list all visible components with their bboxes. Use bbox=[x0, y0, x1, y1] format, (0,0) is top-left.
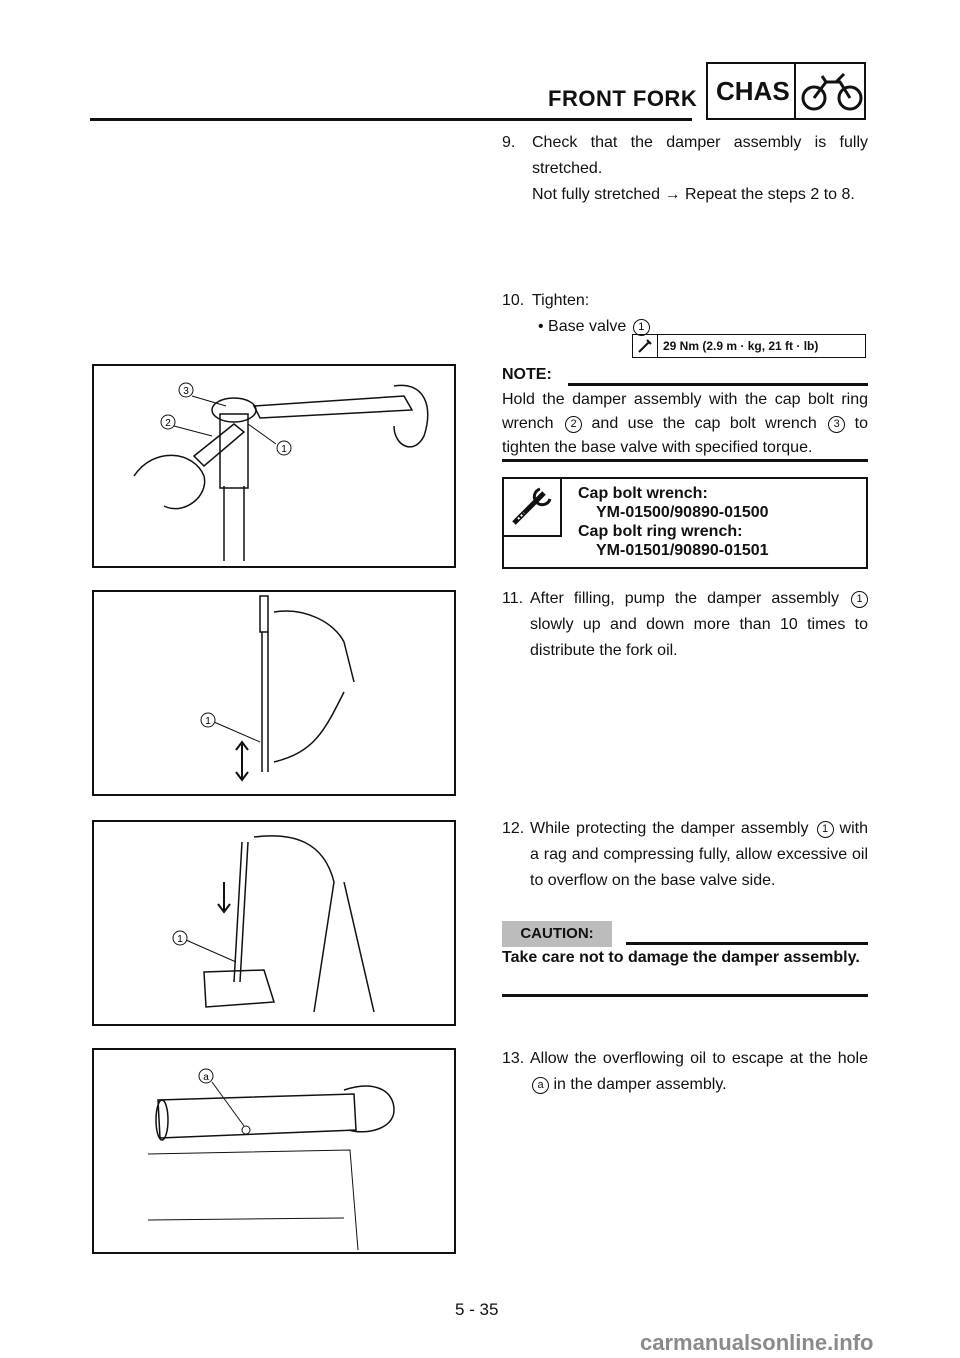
step-11 bbox=[502, 586, 868, 664]
callout-ref: 1 bbox=[817, 821, 834, 838]
tool-code: YM-01500/90890-01500 bbox=[596, 504, 769, 521]
step-number: 11. bbox=[502, 590, 524, 607]
callout-label: 1 bbox=[205, 716, 211, 727]
step-text: with a rag and compressing fully, allow excessive oil to overflow on the base valve side. bbox=[530, 820, 868, 889]
callout-1 bbox=[173, 931, 187, 945]
note-label: NOTE: bbox=[502, 366, 552, 383]
illustration bbox=[94, 366, 454, 566]
tool-label: Cap bolt wrench: bbox=[578, 485, 708, 502]
callout-2 bbox=[161, 415, 175, 429]
page-number: 5 - 35 bbox=[455, 1300, 499, 1319]
callout-ref: 3 bbox=[828, 416, 845, 433]
wrench-torque-icon bbox=[637, 338, 653, 354]
section-label: CHAS bbox=[716, 76, 790, 106]
note-fragment: to tighten the base valve with specified torque. bbox=[502, 415, 868, 456]
motorcycle-icon bbox=[800, 70, 864, 114]
step-13 bbox=[502, 1046, 868, 1098]
bullet-text: Base valve bbox=[548, 318, 627, 335]
torque-value: 29 Nm (2.9 m · kg, 21 ft · lb) bbox=[663, 339, 819, 353]
step-12 bbox=[502, 816, 868, 894]
callout-1 bbox=[201, 713, 215, 727]
note-text bbox=[502, 388, 868, 460]
step-text: While protecting the damper assembly bbox=[530, 820, 809, 837]
step-text: slowly up and down more than 10 times to distribute the fork oil. bbox=[530, 616, 868, 659]
callout-label: a bbox=[203, 1072, 209, 1083]
step-number: 10. bbox=[502, 292, 525, 309]
step-text: Allow the overflowing oil to escape at the hole bbox=[530, 1050, 868, 1067]
step-text: in the damper assembly. bbox=[553, 1076, 727, 1093]
note-rule bbox=[568, 383, 868, 386]
caution-label: CAUTION: bbox=[502, 921, 612, 947]
step-number: 12. bbox=[502, 820, 525, 837]
tool-label: Cap bolt ring wrench: bbox=[578, 523, 743, 540]
tool-code: YM-01501/90890-01501 bbox=[596, 542, 769, 559]
callout-ref: 1 bbox=[633, 319, 650, 336]
callout-ref: 2 bbox=[565, 416, 582, 433]
special-tools-box bbox=[502, 477, 868, 569]
callout-ref: 1 bbox=[851, 591, 868, 608]
step-text: Tighten: bbox=[532, 292, 590, 309]
caution-text: Take care not to damage the damper assembly. bbox=[502, 949, 860, 966]
step-text: Not fully stretched → Repeat the steps 2 to 8. bbox=[532, 186, 855, 203]
callout-label: 1 bbox=[177, 934, 183, 945]
callout-3 bbox=[179, 383, 193, 397]
figure-base-valve bbox=[92, 364, 456, 568]
step-text: After filling, pump the damper assembly bbox=[530, 590, 839, 607]
special-tool-icon bbox=[504, 479, 562, 537]
illustration bbox=[94, 592, 454, 794]
callout-label: 1 bbox=[281, 444, 287, 455]
callout-1 bbox=[277, 441, 291, 455]
figure-oil-escape bbox=[92, 1048, 456, 1254]
illustration bbox=[94, 1050, 454, 1252]
figure-pumping bbox=[92, 590, 456, 796]
step-number: 9. bbox=[502, 134, 516, 151]
torque-divider bbox=[657, 335, 658, 357]
torque-spec bbox=[632, 334, 866, 358]
caution-end-rule bbox=[502, 994, 868, 997]
step-number: 13. bbox=[502, 1050, 525, 1067]
callout-label: 2 bbox=[165, 418, 171, 429]
bullet-item: • Base valve 1 bbox=[532, 314, 868, 340]
step-9 bbox=[502, 130, 868, 208]
callout-label: 3 bbox=[183, 386, 189, 397]
figure-overflow bbox=[92, 820, 456, 1026]
note-end-rule bbox=[502, 459, 868, 462]
section-badge bbox=[706, 62, 866, 120]
note-fragment: Hold the damper assembly with the cap bolt ring wrench bbox=[502, 391, 868, 432]
note-fragment: and use the cap bolt wrench bbox=[591, 415, 817, 432]
tool-list bbox=[578, 484, 769, 560]
illustration bbox=[94, 822, 454, 1024]
step-text: Check that the damper assembly is fully stretched. bbox=[532, 134, 868, 177]
section-divider bbox=[794, 64, 796, 118]
step-10 bbox=[502, 288, 868, 340]
page-title: FRONT FORK bbox=[548, 86, 698, 111]
watermark: carmanualsonline.info bbox=[640, 1330, 874, 1355]
callout-a bbox=[199, 1069, 213, 1083]
caution-rule bbox=[626, 942, 868, 945]
callout-ref: a bbox=[532, 1077, 549, 1094]
header-rule bbox=[90, 118, 692, 121]
